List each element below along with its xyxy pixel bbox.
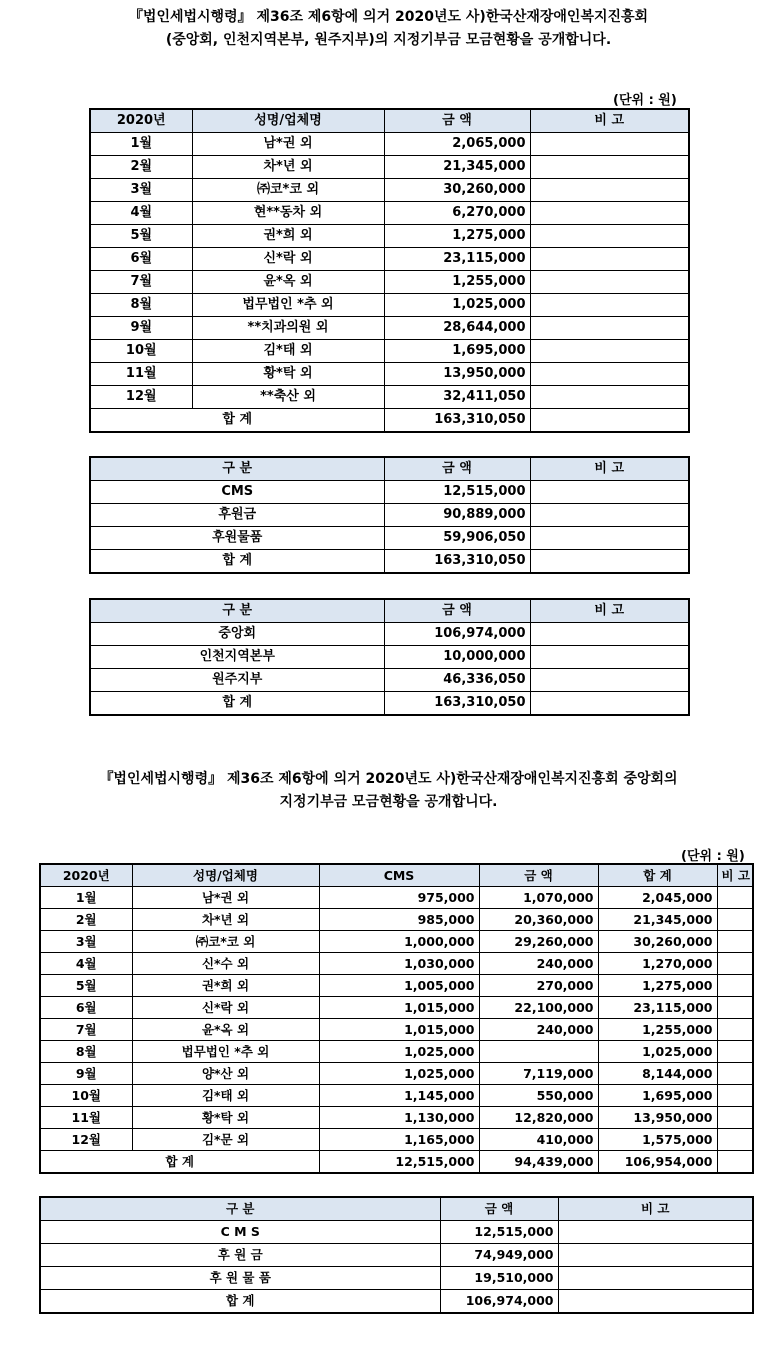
cell-sum: 23,115,000 — [598, 997, 717, 1019]
unit-label-1: (단위 : 원) — [613, 93, 677, 108]
cell-month: 5월 — [90, 225, 192, 248]
cell-category: CMS — [90, 481, 384, 504]
cell-cms: 1,025,000 — [319, 1041, 479, 1063]
table-row — [90, 340, 689, 363]
cell-amount: 28,644,000 — [384, 317, 530, 340]
cell-amount: 59,906,050 — [384, 527, 530, 550]
table-row — [40, 931, 753, 953]
cell-cms: 1,025,000 — [319, 1063, 479, 1085]
cell-category: C M S — [40, 1221, 440, 1244]
cell-note — [530, 623, 689, 646]
cell-month: 2월 — [90, 156, 192, 179]
cell-note — [717, 887, 753, 909]
cell-note — [717, 931, 753, 953]
column-header-category: 구 분 — [90, 599, 384, 623]
table-header-row — [40, 1197, 753, 1221]
cell-category: 중앙회 — [90, 623, 384, 646]
cell-month: 9월 — [90, 317, 192, 340]
table-row — [40, 1063, 753, 1085]
table-row — [40, 1107, 753, 1129]
table-row — [90, 156, 689, 179]
cell-cms: 1,145,000 — [319, 1085, 479, 1107]
cell-name: 신*락 외 — [192, 248, 384, 271]
cell-note — [558, 1221, 753, 1244]
cell-sum: 8,144,000 — [598, 1063, 717, 1085]
cell-note — [530, 317, 689, 340]
cell-sum: 1,275,000 — [598, 975, 717, 997]
cell-note — [530, 248, 689, 271]
cell-note — [717, 1063, 753, 1085]
table-row — [90, 179, 689, 202]
cell-name: **치과의원 외 — [192, 317, 384, 340]
cell-month: 12월 — [40, 1129, 132, 1151]
cell-name: 황*탁 외 — [132, 1107, 319, 1129]
cell-category: 후 원 금 — [40, 1244, 440, 1267]
cell-amount: 1,025,000 — [384, 294, 530, 317]
cell-cms: 1,015,000 — [319, 1019, 479, 1041]
table-row — [90, 271, 689, 294]
cell-name: 차*년 외 — [192, 156, 384, 179]
cell-sum: 13,950,000 — [598, 1107, 717, 1129]
heading-2-line-2: 지정기부금 모금현황을 공개합니다. — [279, 794, 498, 810]
cell-amount: 10,000,000 — [384, 646, 530, 669]
cell-cms: 1,130,000 — [319, 1107, 479, 1129]
table-row — [90, 504, 689, 527]
cell-note — [530, 363, 689, 386]
cell-amount: 20,360,000 — [479, 909, 598, 931]
total-label: 합 계 — [90, 409, 384, 433]
cell-month: 3월 — [40, 931, 132, 953]
cell-month: 4월 — [40, 953, 132, 975]
table-row — [90, 133, 689, 156]
total-label: 합 계 — [40, 1151, 319, 1174]
head-office-monthly-table — [39, 863, 754, 1174]
cell-note — [530, 133, 689, 156]
cell-amount: 270,000 — [479, 975, 598, 997]
cell-month: 11월 — [40, 1107, 132, 1129]
column-header-amount: 금 액 — [384, 457, 530, 481]
monthly-donation-table — [89, 108, 690, 433]
cell-amount: 1,070,000 — [479, 887, 598, 909]
cell-cms: 975,000 — [319, 887, 479, 909]
cell-amount: 32,411,050 — [384, 386, 530, 409]
cell-note — [558, 1244, 753, 1267]
cell-note — [558, 1267, 753, 1290]
cell-month: 5월 — [40, 975, 132, 997]
cell-sum: 21,345,000 — [598, 909, 717, 931]
cell-name: 윤*옥 외 — [192, 271, 384, 294]
column-header-cms: CMS — [319, 864, 479, 887]
announcement-heading-2 — [0, 768, 777, 814]
column-header-amount: 금 액 — [440, 1197, 558, 1221]
cell-name: 권*희 외 — [132, 975, 319, 997]
cell-note — [530, 527, 689, 550]
cell-sum: 1,575,000 — [598, 1129, 717, 1151]
table-row — [40, 1019, 753, 1041]
total-cms: 12,515,000 — [319, 1151, 479, 1174]
table-row — [90, 527, 689, 550]
cell-category: 후 원 물 품 — [40, 1267, 440, 1290]
cell-note — [717, 1019, 753, 1041]
cell-sum: 1,270,000 — [598, 953, 717, 975]
total-amount: 163,310,050 — [384, 550, 530, 574]
cell-note — [717, 1129, 753, 1151]
cell-sum: 2,045,000 — [598, 887, 717, 909]
cell-month: 8월 — [90, 294, 192, 317]
table-row — [90, 317, 689, 340]
cell-amount: 74,949,000 — [440, 1244, 558, 1267]
cell-note — [530, 504, 689, 527]
head-office-category-table — [39, 1196, 754, 1314]
cell-month: 12월 — [90, 386, 192, 409]
cell-amount: 550,000 — [479, 1085, 598, 1107]
total-row — [90, 409, 689, 433]
cell-note — [530, 669, 689, 692]
cell-cms: 1,005,000 — [319, 975, 479, 997]
table-row — [90, 294, 689, 317]
cell-month: 6월 — [40, 997, 132, 1019]
cell-name: ㈜코*코 외 — [192, 179, 384, 202]
cell-name: 김*문 외 — [132, 1129, 319, 1151]
cell-month: 8월 — [40, 1041, 132, 1063]
cell-note — [530, 481, 689, 504]
cell-month: 11월 — [90, 363, 192, 386]
cell-amount: 7,119,000 — [479, 1063, 598, 1085]
cell-amount: 1,695,000 — [384, 340, 530, 363]
cell-amount: 410,000 — [479, 1129, 598, 1151]
cell-amount: 240,000 — [479, 953, 598, 975]
total-note — [530, 409, 689, 433]
total-row — [90, 692, 689, 716]
cell-note — [530, 202, 689, 225]
heading-1-line-1: 『법인세법시행령』 제36조 제6항에 의거 2020년도 사)한국산재장애인복지진흥회 — [128, 9, 649, 25]
table-header-row — [90, 599, 689, 623]
total-note — [558, 1290, 753, 1314]
table-header-row — [90, 457, 689, 481]
cell-sum: 30,260,000 — [598, 931, 717, 953]
table-row — [40, 975, 753, 997]
cell-name: 법무법인 *추 외 — [132, 1041, 319, 1063]
cell-amount: 12,515,000 — [384, 481, 530, 504]
cell-month: 6월 — [90, 248, 192, 271]
cell-amount: 106,974,000 — [384, 623, 530, 646]
cell-cms: 1,165,000 — [319, 1129, 479, 1151]
table-row — [40, 1085, 753, 1107]
cell-name: 남*권 외 — [132, 887, 319, 909]
cell-note — [530, 386, 689, 409]
cell-note — [717, 975, 753, 997]
cell-category: 후원물품 — [90, 527, 384, 550]
heading-1-line-2: (중앙회, 인천지역본부, 원주지부)의 지정기부금 모금현황을 공개합니다. — [165, 32, 612, 48]
table-row — [40, 997, 753, 1019]
cell-name: 현**동차 외 — [192, 202, 384, 225]
cell-amount: 12,820,000 — [479, 1107, 598, 1129]
cell-month: 4월 — [90, 202, 192, 225]
cell-month: 3월 — [90, 179, 192, 202]
cell-amount: 23,115,000 — [384, 248, 530, 271]
cell-cms: 1,000,000 — [319, 931, 479, 953]
total-label: 합 계 — [40, 1290, 440, 1314]
cell-amount: 2,065,000 — [384, 133, 530, 156]
table-row — [40, 1267, 753, 1290]
table-row — [90, 669, 689, 692]
column-header-name: 성명/업체명 — [192, 109, 384, 133]
cell-month: 1월 — [40, 887, 132, 909]
cell-amount: 13,950,000 — [384, 363, 530, 386]
cell-amount: 21,345,000 — [384, 156, 530, 179]
cell-note — [717, 1041, 753, 1063]
table-row — [40, 1244, 753, 1267]
cell-name: 황*탁 외 — [192, 363, 384, 386]
column-header-note: 비 고 — [717, 864, 753, 887]
cell-amount — [479, 1041, 598, 1063]
table-row — [90, 225, 689, 248]
cell-name: 신*수 외 — [132, 953, 319, 975]
total-amount: 94,439,000 — [479, 1151, 598, 1174]
cell-name: 남*권 외 — [192, 133, 384, 156]
unit-label-2: (단위 : 원) — [681, 849, 745, 864]
cell-note — [717, 997, 753, 1019]
cell-name: 양*산 외 — [132, 1063, 319, 1085]
cell-month: 9월 — [40, 1063, 132, 1085]
cell-amount: 30,260,000 — [384, 179, 530, 202]
total-amount: 106,974,000 — [440, 1290, 558, 1314]
table-row — [40, 1129, 753, 1151]
column-header-name: 성명/업체명 — [132, 864, 319, 887]
cell-note — [530, 294, 689, 317]
cell-note — [530, 340, 689, 363]
cell-month: 10월 — [40, 1085, 132, 1107]
total-label: 합 계 — [90, 550, 384, 574]
cell-amount: 29,260,000 — [479, 931, 598, 953]
cell-cms: 1,030,000 — [319, 953, 479, 975]
branch-summary-table — [89, 598, 690, 716]
cell-month: 1월 — [90, 133, 192, 156]
cell-month: 10월 — [90, 340, 192, 363]
cell-amount: 46,336,050 — [384, 669, 530, 692]
column-header-category: 구 분 — [90, 457, 384, 481]
cell-name: 윤*옥 외 — [132, 1019, 319, 1041]
cell-amount: 12,515,000 — [440, 1221, 558, 1244]
column-header-amount: 금 액 — [479, 864, 598, 887]
cell-month: 7월 — [40, 1019, 132, 1041]
total-sum: 106,954,000 — [598, 1151, 717, 1174]
table-row — [90, 202, 689, 225]
total-row — [40, 1290, 753, 1314]
table-row — [40, 1221, 753, 1244]
cell-note — [530, 646, 689, 669]
cell-category: 원주지부 — [90, 669, 384, 692]
cell-note — [530, 271, 689, 294]
cell-note — [530, 156, 689, 179]
cell-amount: 240,000 — [479, 1019, 598, 1041]
total-note — [717, 1151, 753, 1174]
cell-amount: 19,510,000 — [440, 1267, 558, 1290]
cell-amount: 6,270,000 — [384, 202, 530, 225]
cell-amount: 90,889,000 — [384, 504, 530, 527]
cell-sum: 1,025,000 — [598, 1041, 717, 1063]
table-row — [90, 386, 689, 409]
table-row — [90, 363, 689, 386]
table-header-row — [90, 109, 689, 133]
category-summary-table — [89, 456, 690, 574]
total-row — [40, 1151, 753, 1174]
table-row — [40, 1041, 753, 1063]
total-label: 합 계 — [90, 692, 384, 716]
column-header-note: 비 고 — [530, 599, 689, 623]
total-note — [530, 692, 689, 716]
table-header-row — [40, 864, 753, 887]
cell-name: 차*년 외 — [132, 909, 319, 931]
cell-month: 7월 — [90, 271, 192, 294]
heading-2-line-1: 『법인세법시행령』 제36조 제6항에 의거 2020년도 사)한국산재장애인복지진흥회 중앙회의 — [99, 771, 678, 787]
cell-name: 권*희 외 — [192, 225, 384, 248]
cell-month: 2월 — [40, 909, 132, 931]
table-row — [90, 623, 689, 646]
cell-amount: 1,275,000 — [384, 225, 530, 248]
cell-note — [717, 953, 753, 975]
cell-name: ㈜코*코 외 — [132, 931, 319, 953]
total-amount: 163,310,050 — [384, 409, 530, 433]
column-header-amount: 금 액 — [384, 109, 530, 133]
cell-sum: 1,255,000 — [598, 1019, 717, 1041]
cell-note — [717, 1107, 753, 1129]
total-amount: 163,310,050 — [384, 692, 530, 716]
total-note — [530, 550, 689, 574]
table-row — [40, 953, 753, 975]
cell-name: 신*락 외 — [132, 997, 319, 1019]
cell-amount: 1,255,000 — [384, 271, 530, 294]
cell-cms: 1,015,000 — [319, 997, 479, 1019]
column-header-note: 비 고 — [530, 109, 689, 133]
table-row — [90, 248, 689, 271]
table-row — [90, 481, 689, 504]
total-row — [90, 550, 689, 574]
cell-name: 김*태 외 — [132, 1085, 319, 1107]
column-header-year: 2020년 — [90, 109, 192, 133]
cell-note — [717, 909, 753, 931]
column-header-note: 비 고 — [530, 457, 689, 481]
table-row — [90, 646, 689, 669]
cell-category: 인천지역본부 — [90, 646, 384, 669]
column-header-sum: 합 계 — [598, 864, 717, 887]
cell-category: 후원금 — [90, 504, 384, 527]
column-header-category: 구 분 — [40, 1197, 440, 1221]
cell-name: 김*태 외 — [192, 340, 384, 363]
table-row — [40, 909, 753, 931]
cell-name: 법무법인 *추 외 — [192, 294, 384, 317]
cell-name: **축산 외 — [192, 386, 384, 409]
cell-cms: 985,000 — [319, 909, 479, 931]
cell-note — [530, 179, 689, 202]
column-header-amount: 금 액 — [384, 599, 530, 623]
cell-amount: 22,100,000 — [479, 997, 598, 1019]
cell-note — [717, 1085, 753, 1107]
cell-sum: 1,695,000 — [598, 1085, 717, 1107]
column-header-note: 비 고 — [558, 1197, 753, 1221]
cell-note — [530, 225, 689, 248]
column-header-year: 2020년 — [40, 864, 132, 887]
announcement-heading-1 — [0, 6, 777, 52]
table-row — [40, 887, 753, 909]
